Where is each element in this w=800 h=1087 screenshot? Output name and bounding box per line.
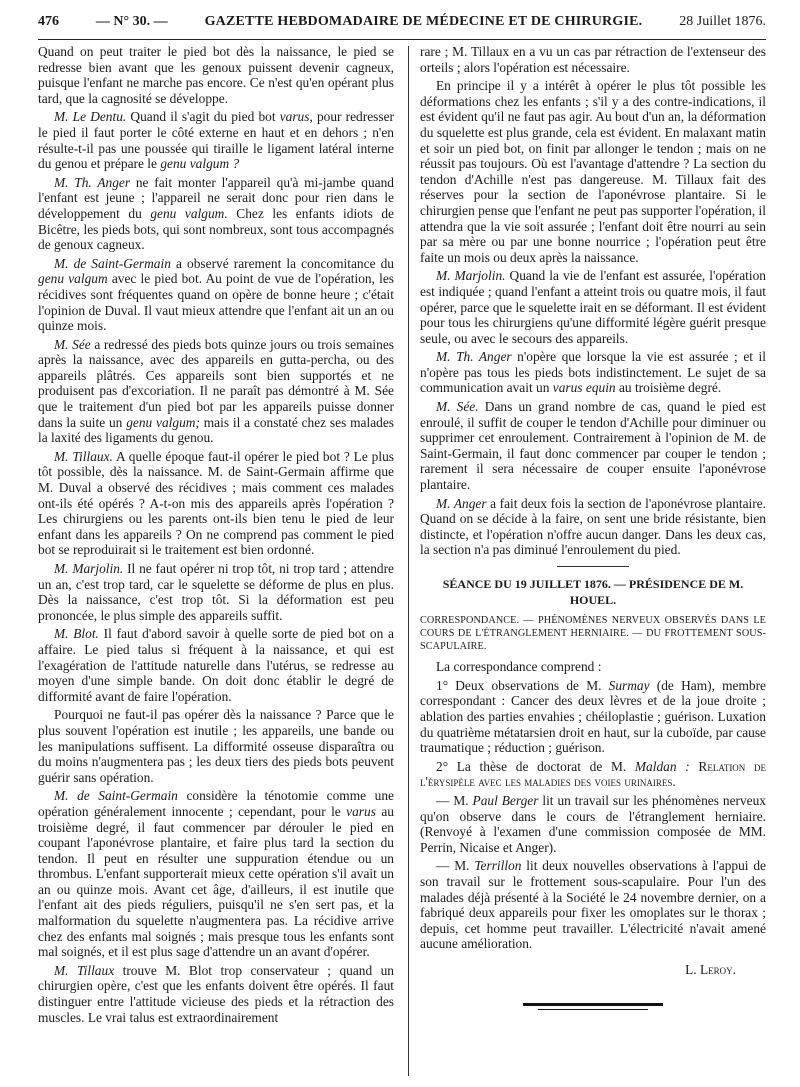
paragraph-text: La correspondance comprend : <box>436 659 602 675</box>
emphasis: varus, <box>279 109 313 125</box>
paragraph <box>420 399 766 493</box>
author-name: Maldan : <box>634 758 690 774</box>
speaker-name: M. Le Dentu. <box>54 109 127 125</box>
thesis-title: Relation de l'érysipèle avec les maladies des voies urinaires. <box>420 758 766 790</box>
paragraph-text: Quand il s'agit du pied bot <box>126 109 280 125</box>
paragraph-text: — M. <box>436 792 473 808</box>
paragraph-text: pour redresser le pied il faut porter le côté externe en haut et en dehors ; n'en résulte-t-il pas une poussée qui tiraille le ligament latéral interne du genou et prépare le <box>38 109 394 172</box>
author-name: Surmay <box>608 677 650 693</box>
paragraph-text: Il faut d'abord savoir à quelle sorte de pied bot on a affaire. Le pied talus si fréquent à la naissance, et qui est l'exagération de l'attitude naturelle dans l'utérus, se redresse au moyen d'une simple bande. On doit donc établir le degré de difformité avant de faire l'opération. <box>38 626 395 704</box>
paragraph <box>38 337 394 446</box>
paragraph <box>38 707 394 785</box>
paragraph-text: Pourquoi ne faut-il pas opérer dès la naissance ? Parce que le plus souvent l'opération est inutile ; les appareils, une bande ou les manipulations suffisent. La difformité osseuse disparaîtra ou du moins n'augmentera pas ; les deux tiers des pieds bots peuvent guérir sans opération. <box>38 707 394 785</box>
emphasis: varus equin <box>552 380 616 396</box>
paragraph-text: Quand on peut traiter le pied bot dès la naissance, le pied se redresse bien avant que les genoux puissent devenir cagneux, puisque l'enfant ne marche pas encore. Ce n'est qu'en opérant plus tard, que la cagnosité se développe. <box>38 44 394 106</box>
closing-rule <box>523 1003 663 1006</box>
speaker-name: M. Anger <box>436 495 487 511</box>
left-column <box>38 44 394 1028</box>
paragraph <box>420 793 766 855</box>
paragraph-text: a redressé des pieds bots quinze jours ou trois semaines après la naissance, avec des appareils en gutta-percha, ou des appareils plâtrés. Ces appareils sont bien supportés et ne produisent pas d'excoriation. Il ne paraît pas démontré à M. Sée que le traitement d'un pied bot par les appareils puisse donner dans la suite un <box>38 336 394 430</box>
paragraph-text: mais il a constaté chez ses malades la laxité des ligaments du genou. <box>38 414 394 446</box>
paragraph <box>38 561 394 623</box>
emphasis: genu valgum; <box>126 414 200 430</box>
paragraph-text: 2° La thèse de doctorat de M. <box>436 758 635 774</box>
issue-number: — N° 30. — <box>95 14 168 29</box>
speaker-name: M. Blot. <box>54 626 99 642</box>
speaker-name: M. Tillaux <box>54 962 115 978</box>
paragraph-text: Chez les enfants idiots de Bicêtre, les pieds bots, qui sont nombreux, sont tous accompagnés de genoux cagneux. <box>38 205 394 253</box>
paragraph-text: a observé rarement la concomitance du <box>170 255 394 271</box>
page-number: 476 <box>38 14 59 29</box>
paragraph-text: au troisième degré. <box>615 380 722 396</box>
session-heading: SÉANCE DU 19 JUILLET 1876. — PRÉSIDENCE DE M. HOUEL. <box>442 577 744 607</box>
emphasis: varus <box>346 803 376 819</box>
speaker-name: M. Th. Anger <box>436 349 512 365</box>
emphasis: genu valgum ? <box>160 156 240 172</box>
section-rule <box>557 566 629 567</box>
closing-rule-thin <box>538 1009 648 1010</box>
column-divider <box>408 46 409 1076</box>
paragraph-text: 1° Deux observations de M. <box>436 677 609 693</box>
paragraph <box>38 788 394 960</box>
paragraph-text: ne fait monter l'appareil qu'à mi-jambe quand l'enfant est jeune ; l'appareil ne serait donc pour rien dans le développement du <box>38 174 394 221</box>
paragraph-text: A quelle époque faut-il opérer le pied bot ? Le plus tôt possible, dès la naissance. M. de Saint-Germain affirme que M. Duval a observé des récidives ; mais comment ces malades ont-ils été opérés ? A-t-on mis des appareils après l'opération ? Les chirurgiens ou les parents ont-ils bien tenu le pied de leur enfant dans les appareils ? On ne comprend pas comment le pied bot se reproduirait si le traitement est bien ordonné. <box>38 448 394 558</box>
paragraph <box>420 78 766 265</box>
right-column <box>420 44 766 1010</box>
paragraph <box>420 496 766 558</box>
paragraph <box>38 44 394 106</box>
paragraph <box>420 349 766 396</box>
paragraph-text: a fait deux fois la section de l'aponévrose plantaire. Quand on se décide à la faire, on sent une bride résistante, bien distincte, et l'opération n'offre aucun danger. Dans les deux cas, la section n'a pas diminué l'enroulement du pied. <box>420 495 766 558</box>
author-name: Paul Berger <box>472 792 539 808</box>
speaker-name: M. Sée. <box>436 399 479 415</box>
paragraph-text: (de Ham), membre correspondant : Cancer des deux lèvres et de la joue droite ; ablation des parties envahies ; chéiloplastie ; guérison. Luxation du quatrième métatarsien droit en haut, sur la cuboïde, par cause traumatique ; réduction ; guérison. <box>420 677 766 756</box>
paragraph-text: n'opère que lorsque la vie est assurée ; et il n'opère pas tous les pieds bots indistinctement. Le sujet de sa communication avait un <box>420 349 766 396</box>
paragraph <box>38 963 394 1025</box>
paragraph <box>38 626 394 704</box>
paragraph <box>420 759 766 790</box>
speaker-name: M. de Saint-Germain <box>54 255 171 271</box>
paragraph <box>420 268 766 346</box>
paragraph-text: considère la ténotomie comme une opération généralement innocente ; cependant, pour le <box>38 788 394 819</box>
paragraph-text: avec le pied bot. Au point de vue de l'opération, les récidives sont fréquentes quand on opère de bonne heure ; c'était l'opinion de Duval. Il vaut mieux attendre que l'enfant ait un an ou quinze mois. <box>38 271 394 334</box>
paragraph <box>38 109 394 171</box>
paragraph <box>420 659 766 675</box>
speaker-name: M. Sée <box>54 336 91 352</box>
speaker-name: M. Marjolin. <box>54 561 124 576</box>
issue-date: 28 Juillet 1876. <box>679 14 766 29</box>
paragraph <box>38 449 394 558</box>
paragraph-text: rare ; M. Tillaux en a vu un cas par rétraction de l'extenseur des orteils ; alors l'opération est nécessaire. <box>420 44 766 75</box>
header-rule <box>38 39 766 40</box>
author-name: Terrillon <box>474 858 522 874</box>
paragraph <box>38 256 394 334</box>
paragraph-text: Quand la vie de l'enfant est assurée, l'opération est indiquée ; quand l'enfant a atteint trois ou quatre mois, il faut opérer, parce que le squelette irait en se déformant. Il est évident pour tous les chirurgiens qu'une difformité légère guérit presque seule, ou avec le secours des appareils. <box>420 268 766 346</box>
summary-heading: CORRESPONDANCE. — PHÉNOMÈNES NERVEUX OBSERVÉS DANS LE COURS DE L'ÉTRANGLEMENT HERNIAIRE. — DU FROTTEMENT SOUS-SCAPULAIRE. <box>420 615 766 653</box>
paragraph-text: Dans un grand nombre de cas, quand le pied est enroulé, il suffit de couper le tendon d'Achille pour diminuer ou supprimer cet enroulement. Contrairement à l'opinion de M. de Saint-Germain, il faut donc commencer par couper le tendon ; rarement il sera nécessaire de couper ensuite l'aponévrose plantaire. <box>420 399 767 493</box>
paragraph <box>420 858 766 952</box>
paragraph-text: — M. <box>436 858 475 874</box>
paragraph-text: En principe il y a intérêt à opérer le plus tôt possible les déformations chez les enfants ; s'il y a des contre-indications, il est évident qu'il ne faut pas agir. Au bout d'un an, la déformation du squelette est plus grande, cela est évident. En malaxant matin et soir un pied bot, on finit par allonger le tendon ; mais on ne réussit pas toujours. Où est l'avantage d'attendre ? La section du tendon d'Achille n'est pas dangereuse. M. Tillaux fait des réserves pour la section de l'aponévrose plantaire. Si le chirurgien pense que l'enfant ne peut pas supporter l'opération, il attendra que la vie soit assurée ; l'enfant doit être nourri au sein par sa mère ou par une bonne nourrice ; l'opération peut être faite un mois ou deux après la naissance. <box>420 78 766 265</box>
paragraph-text: trouve M. Blot trop conservateur ; quand un chirurgien opère, c'est que les enfants doivent être opérés. Il faut distinguer entre l'attitude vicieuse des pieds et la rétraction des muscles. Le vrai talus est extraordinairement <box>38 962 395 1025</box>
speaker-name: M. Th. Anger <box>54 174 131 190</box>
paragraph-text: Il ne faut opérer ni trop tôt, ni trop tard ; attendre un an, c'est trop tard, car le squelette se déforme de plus en plus. Dès la naissance, c'est trop tôt. Si la déformation est peu prononcée, le plus simple des appareils suffit. <box>38 561 394 623</box>
speaker-name: M. Tillaux. <box>54 448 113 464</box>
paragraph-text: lit un travail sur les phénomènes nerveux qu'on observe dans le cours de l'étranglement herniaire. (Renvoyé à l'examen d'une commission composée de MM. Perrin, Nicaise et Anger). <box>420 792 767 855</box>
paragraph <box>38 175 394 253</box>
emphasis: genu valgum <box>38 271 108 287</box>
speaker-name: M. Marjolin. <box>436 268 506 284</box>
journal-title: GAZETTE HEBDOMADAIRE DE MÉDECINE ET DE CHIRURGIE. <box>204 14 643 29</box>
emphasis: genu valgum. <box>150 205 228 221</box>
paragraph-text: lit deux nouvelles observations à l'appui de son travail sur le frottement sous-scapulaire. Pour l'un des malades déjà présenté à la Société le 24 novembre dernier, on a fabriqué deux appareils pour fixer les omoplates sur le thorax ; depuis, cet homme peut travailler. L'électricité n'avait amené aucune amélioration. <box>420 858 766 952</box>
speaker-name: M. de Saint-Germain <box>54 788 178 804</box>
running-header <box>38 8 766 36</box>
paragraph <box>420 44 766 75</box>
paragraph <box>420 678 766 756</box>
paragraph-text: au troisième degré, il faut commencer par dérouler le pied en coupant l'aponévrose plantaire, et faire plus tard la section du tendon. Il peut en résulter une suppuration étendue ou un thrombus. L'enfant supporterait mieux cette opération s'il avait un an ou quinze mois. Avant cet âge, d'ailleurs, il est inutile que l'enfant ait des pieds réguliers, puisqu'il ne s'en sert pas, et la malformation du squelette n'augmentera pas. La récidive arrive chez des enfants mal soignés ; mais presque tous les enfants sont mal soignés, et il est plus sage d'attendre un an avant d'opérer. <box>38 803 394 960</box>
signature: L. Leroy. <box>685 961 736 977</box>
